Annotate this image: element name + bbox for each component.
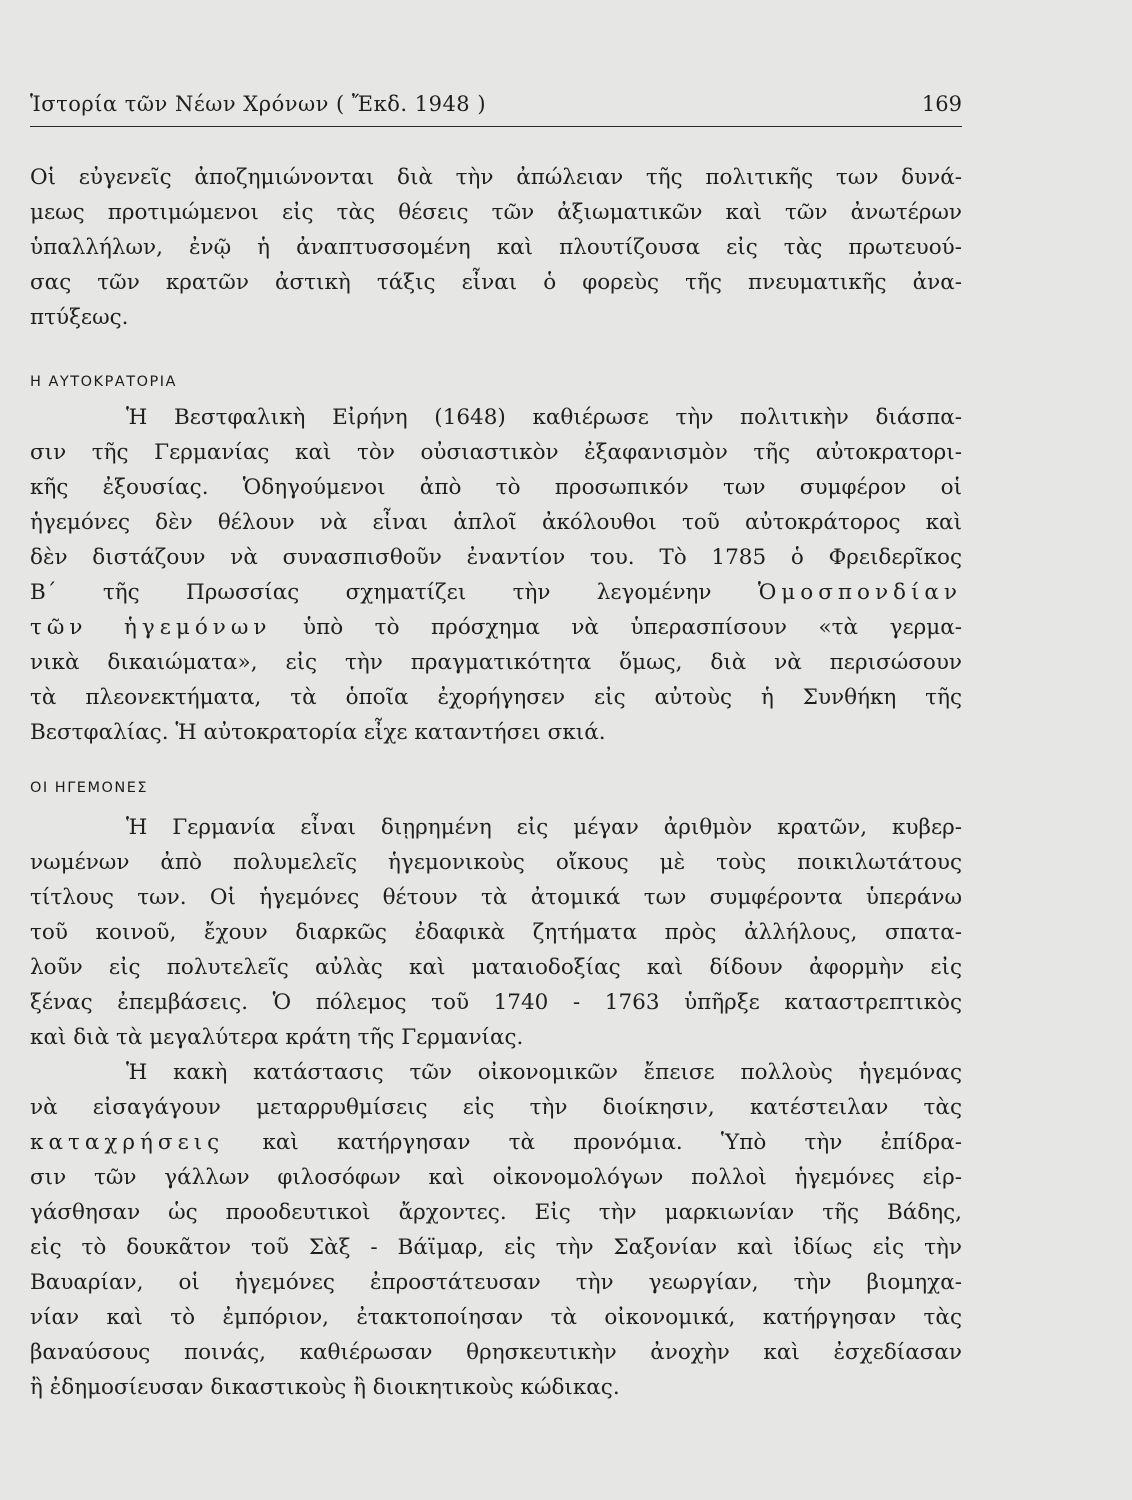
page-number: 169 (921, 92, 962, 116)
emphasized-term: καταχρήσεις (30, 1130, 225, 1155)
text-line: Βαυαρίαν, οἱ ἡγεμόνες ἐπροστάτευσαν τὴν γεωργίαν, τὴν βιομηχα- (30, 1270, 962, 1295)
section-heading-empire: Η ΑΥΤΟΚΡΑΤΟΡΙΑ (30, 374, 177, 390)
text-line: εἰς τὸ δουκᾶτον τοῦ Σὰξ - Βάϊμαρ, εἰς τὴν Σαξονίαν καὶ ἰδίως εἰς τὴν (30, 1235, 962, 1260)
text-segment: ὑπὸ τὸ πρόσχημα νὰ ὑπερασπίσουν «τὰ γερμα- (303, 615, 962, 640)
text-line: σιν τῆς Γερμανίας καὶ τὸν οὐσιαστικὸν ἐξαφανισμὸν τῆς αὐτοκρατορι- (30, 440, 962, 465)
emphasized-term: τῶν ἡγεμόνων (30, 615, 272, 640)
text-line: Ἡ Βεστφαλικὴ Εἰρήνη (1648) καθιέρωσε τὴν πολιτικὴν διάσπα- (126, 405, 962, 430)
text-line: ὑπαλλήλων, ἐνῷ ἡ ἀναπτυσσομένη καὶ πλουτίζουσα εἰς τὰς πρωτευού- (30, 235, 962, 260)
text-line: ἢ ἐδημοσίευσαν δικαστικοὺς ἢ διοικητικοὺς κώδικας. (30, 1375, 620, 1400)
text-line: ξένας ἐπεμβάσεις. Ὁ πόλεμος τοῦ 1740 - 1763 ὑπῆρξε καταστρεπτικὸς (30, 990, 962, 1015)
text-line: λοῦν εἰς πολυτελεῖς αὐλὰς καὶ ματαιοδοξίας καὶ δίδουν ἀφορμὴν εἰς (30, 955, 962, 980)
text-line: Ἡ Γερμανία εἶναι διῃρημένη εἰς μέγαν ἀριθμὸν κρατῶν, κυβερ- (126, 815, 962, 840)
text-line: τὰ πλεονεκτήματα, τὰ ὁποῖα ἐχορήγησεν εἰς αὐτοὺς ἡ Συνθήκη τῆς (30, 685, 962, 710)
text-line: ἡγεμόνες δὲν θέλουν νὰ εἶναι ἁπλοῖ ἀκόλουθοι τοῦ αὐτοκράτορος καὶ (30, 510, 962, 535)
text-line: σιν τῶν γάλλων φιλοσόφων καὶ οἰκονομολόγων πολλοὶ ἡγεμόνες εἰρ- (30, 1165, 962, 1190)
text-line: Βεστφαλίας. Ἡ αὐτοκρατορία εἶχε καταντήσει σκιά. (30, 720, 606, 745)
section-heading-princes: ΟΙ ΗΓΕΜΟΝΕΣ (30, 780, 149, 796)
header-rule (30, 126, 962, 127)
text-line: σας τῶν κρατῶν ἀστικὴ τάξις εἶναι ὁ φορεὺς τῆς πνευματικῆς ἀνα- (30, 270, 962, 295)
emphasized-term: Ὁμοσπονδίαν (757, 580, 962, 605)
text-line: Οἱ εὐγενεῖς ἀποζημιώνονται διὰ τὴν ἀπώλειαν τῆς πολιτικῆς των δυνά- (30, 165, 962, 190)
text-line: βαναύσους ποινάς, καθιέρωσαν θρησκευτικὴν ἀνοχὴν καὶ ἐσχεδίασαν (30, 1340, 962, 1365)
text-line: νικὰ δικαιώματα», εἰς τὴν πραγματικότητα ὅμως, διὰ νὰ περισώσουν (30, 650, 962, 675)
text-line: πτύξεως. (30, 305, 129, 330)
running-title: Ἱστορία τῶν Νέων Χρόνων ( Ἔκδ. 1948 ) (30, 92, 487, 116)
text-segment: Β΄ τῆς Πρωσσίας σχηματίζει τὴν λεγομένην (30, 580, 712, 605)
paragraph-nobility (30, 160, 962, 335)
running-head (30, 92, 962, 132)
text-line: κῆς ἐξουσίας. Ὁδηγούμενοι ἀπὸ τὸ προσωπικόν των συμφέρον οἱ (30, 475, 962, 500)
text-line (30, 610, 962, 645)
text-line: τοῦ κοινοῦ, ἔχουν διαρκῶς ἐδαφικὰ ζητήματα πρὸς ἀλλήλους, σπατα- (30, 920, 962, 945)
text-line (30, 575, 962, 610)
text-line: τίτλους των. Οἱ ἡγεμόνες θέτουν τὰ ἀτομικά των συμφέροντα ὑπεράνω (30, 885, 962, 910)
text-segment: καὶ κατήργησαν τὰ προνόμια. Ὑπὸ τὴν ἐπίδρα- (262, 1130, 962, 1155)
text-line: νωμένων ἀπὸ πολυμελεῖς ἡγεμονικοὺς οἴκους μὲ τοὺς ποικιλωτάτους (30, 850, 962, 875)
paragraph-reforms (30, 1055, 962, 1405)
text-line (30, 1125, 962, 1160)
paragraph-empire (30, 400, 962, 750)
text-line: νὰ εἰσαγάγουν μεταρρυθμίσεις εἰς τὴν διοίκησιν, κατέστειλαν τὰς (30, 1095, 962, 1120)
text-line: καὶ διὰ τὰ μεγαλύτερα κράτη τῆς Γερμανίας. (30, 1025, 524, 1050)
text-line: δὲν διστάζουν νὰ συνασπισθοῦν ἐναντίον του. Τὸ 1785 ὁ Φρειδερῖκος (30, 545, 962, 570)
text-line: μεως προτιμώμενοι εἰς τὰς θέσεις τῶν ἀξιωματικῶν καὶ τῶν ἀνωτέρων (30, 200, 962, 225)
text-line: Ἡ κακὴ κατάστασις τῶν οἰκονομικῶν ἔπεισε πολλοὺς ἡγεμόνας (126, 1060, 962, 1085)
text-line: γάσθησαν ὡς προοδευτικοὶ ἄρχοντες. Εἰς τὴν μαρκιωνίαν τῆς Βάδης, (30, 1200, 962, 1225)
text-line: νίαν καὶ τὸ ἐμπόριον, ἐτακτοποίησαν τὰ οἰκονομικά, κατήργησαν τὰς (30, 1305, 962, 1330)
paragraph-princes (30, 810, 962, 1055)
